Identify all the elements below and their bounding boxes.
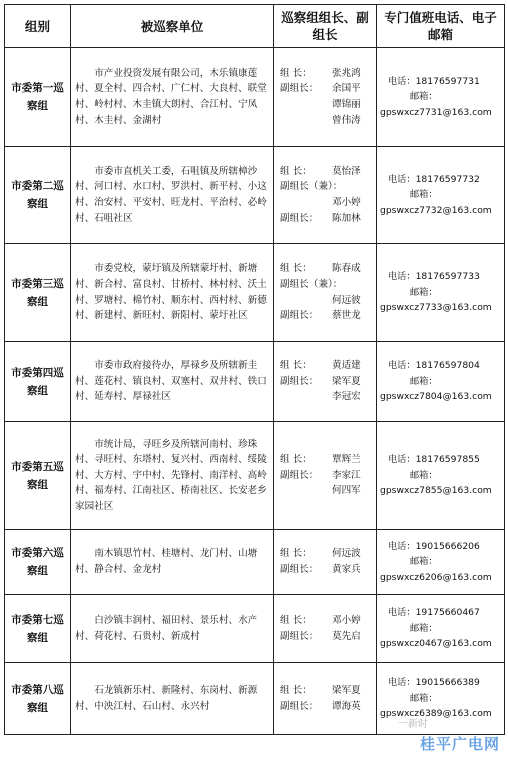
leader-name: 张兆鸿 [332, 67, 361, 79]
table-row [5, 530, 505, 595]
leader-label: 组 长： [280, 360, 312, 372]
email-label: 邮箱： [410, 692, 438, 704]
deputy-names: 李家江 何四军 [332, 469, 361, 497]
phone-label: 电话： [388, 540, 416, 552]
leader-label: 组 长： [280, 165, 312, 177]
contact-cell [377, 342, 505, 422]
phone-number: 18176597733 [415, 271, 480, 283]
deputy-part-name: 邓小婷 [332, 197, 361, 208]
leader-name: 莫怡泽 [332, 165, 361, 177]
leader-label: 组 长： [280, 454, 312, 466]
deputy-names: 黄家兵 [332, 564, 361, 575]
group-name: 市委第一巡察组 [5, 48, 71, 147]
table-row [5, 244, 505, 342]
phone-number: 19175660467 [415, 607, 480, 619]
header-contact: 专门值班电话、电子邮箱 [377, 5, 505, 48]
phone-label: 电话： [388, 677, 416, 689]
email-address: gpswxcz7731@163.com [380, 106, 492, 118]
deputy-label: 副组长： [280, 375, 319, 387]
watermark-logo: 桂平广电网 [419, 735, 500, 753]
header-unit: 被巡察单位 [71, 5, 274, 48]
leader-cell [274, 147, 377, 244]
phone-number: 18176597732 [415, 173, 480, 185]
leader-cell [274, 422, 377, 530]
email-label: 邮箱： [410, 622, 438, 634]
leader-label: 组 长： [280, 263, 312, 275]
email-address: gpswxcz7855@163.com [380, 485, 492, 497]
leader-label: 组 长： [280, 548, 312, 560]
email-label: 邮箱： [410, 286, 438, 298]
leader-cell [274, 342, 377, 422]
leader-label: 组 长： [280, 684, 312, 696]
deputy-names: 莫先启 [332, 630, 361, 642]
table-row [5, 422, 505, 530]
phone-label: 电话： [388, 271, 416, 283]
leader-cell [274, 244, 377, 342]
table-row [5, 663, 505, 735]
group-name: 市委第三巡察组 [5, 244, 71, 342]
phone-label: 电话： [388, 173, 416, 185]
leader-name: 黄适建 [332, 360, 361, 372]
deputy-label: 副组长： [280, 212, 319, 224]
phone-number: 18176597855 [415, 454, 480, 466]
group-name: 市委第七巡察组 [5, 595, 71, 663]
contact-cell [377, 147, 505, 244]
email-address: gpswxcz6389@163.com [380, 708, 492, 720]
table-header-row [5, 5, 505, 48]
contact-cell [377, 530, 505, 595]
inspection-table [4, 4, 505, 735]
email-label: 邮箱： [410, 469, 438, 481]
inspected-units: 市产业投资发展有限公司，木乐镇康莲村、夏全村、四合村、广仁村、大良村、联堂村、岭村村、木圭镇大朗村、合江村、宁凤村、木圭村、金湖村 [71, 48, 274, 147]
deputy-part-label: 副组长（兼）： [280, 181, 343, 193]
leader-name: 覃辉兰 [332, 454, 361, 466]
leader-cell [274, 48, 377, 147]
deputy-names: 余国平 谭锦丽 曾伟涛 [332, 83, 361, 126]
phone-label: 电话： [388, 454, 416, 466]
email-address: gpswxcz7804@163.com [380, 391, 492, 403]
header-group: 组别 [5, 5, 71, 48]
deputy-names: 陈加林 [332, 212, 361, 224]
contact-cell [377, 48, 505, 147]
email-address: gpswxcz7732@163.com [380, 204, 492, 216]
leader-name: 邓小婷 [332, 614, 361, 626]
group-name: 市委第六巡察组 [5, 530, 71, 595]
deputy-names: 谭海英 [332, 700, 361, 712]
leader-cell [274, 530, 377, 595]
inspected-units: 石龙镇新乐村、新隆村、东岗村、新源村、中泱江村、石山村、永兴村 [71, 663, 274, 735]
leader-name: 陈春成 [332, 263, 361, 275]
leader-label: 组 长： [280, 67, 312, 79]
phone-number: 18176597731 [415, 75, 480, 87]
deputy-label: 副组长： [280, 630, 319, 642]
phone-label: 电话： [388, 75, 416, 87]
inspected-units: 白沙镇丰润村、福田村、景乐村、水产村、荷花村、石贵村、新成村 [71, 595, 274, 663]
table-row [5, 595, 505, 663]
deputy-label: 副组长： [280, 310, 319, 322]
deputy-names: 梁军夏 李冠宏 [332, 375, 361, 403]
inspected-units: 市统计局，寻旺乡及所辖河南村、珍珠村、寻旺村、东塔村、复兴村、西南村、绥陵村、大方村、宇中村、先锋村、南洋村、高岭村、福寿村、江南社区、桥南社区、长安老乡家园社区 [71, 422, 274, 530]
leader-name: 梁军夏 [332, 684, 361, 696]
phone-label: 电话： [388, 607, 416, 619]
deputy-label: 副组长： [280, 83, 319, 95]
deputy-label: 副组长： [280, 469, 319, 481]
contact-cell [377, 663, 505, 735]
contact-cell [377, 595, 505, 663]
deputy-label: 副组长： [280, 700, 319, 712]
email-label: 邮箱： [410, 91, 438, 103]
email-label: 邮箱： [410, 375, 438, 387]
table-row [5, 342, 505, 422]
email-address: gpswxcz0467@163.com [380, 638, 492, 650]
watermark-small: 一新时 [398, 719, 428, 730]
contact-cell [377, 422, 505, 530]
email-address: gpswxcz6206@163.com [380, 571, 492, 583]
inspected-units: 市委市直机关工委，石咀镇及所辖樟沙村、河口村、水口村、罗洪村、新平村、小这村、治安村、平安村、旺龙村、平治村、必岭村、石咀社区 [71, 147, 274, 244]
table-row [5, 48, 505, 147]
email-label: 邮箱： [410, 556, 438, 568]
phone-number: 19015666206 [415, 540, 480, 552]
inspected-units: 南木镇思竹村、桂塘村、龙门村、山塘村、静合村、金龙村 [71, 530, 274, 595]
group-name: 市委第四巡察组 [5, 342, 71, 422]
inspected-units: 市委市政府接待办，厚禄乡及所辖新圭村、莲花村、镇良村、双塞村、双井村、铁口村、延寿村、厚禄社区 [71, 342, 274, 422]
contact-cell [377, 244, 505, 342]
leader-name: 何远波 [332, 548, 361, 560]
group-name: 市委第五巡察组 [5, 422, 71, 530]
deputy-label: 副组长： [280, 564, 319, 575]
email-address: gpswxcz7733@163.com [380, 302, 492, 314]
deputy-part-label: 副组长（兼）： [280, 278, 343, 290]
leader-cell [274, 663, 377, 735]
phone-label: 电话： [388, 360, 416, 372]
phone-number: 19015666389 [415, 677, 480, 689]
header-leader: 巡察组组长、副组长 [274, 5, 377, 48]
leader-label: 组 长： [280, 614, 312, 626]
group-name: 市委第二巡察组 [5, 147, 71, 244]
email-label: 邮箱： [410, 189, 438, 201]
deputy-names: 蔡世龙 [332, 310, 361, 322]
table-row [5, 147, 505, 244]
inspected-units: 市委党校，蒙圩镇及所辖蒙圩村、新塘村、新合村、富良村、甘桥村、林村村、沃土村、罗塘村、棉竹村、顺东村、西村村、新德村、新建村、新旺村、新阳村、蒙圩社区 [71, 244, 274, 342]
deputy-part-name: 何远彼 [332, 294, 361, 306]
group-name: 市委第八巡察组 [5, 663, 71, 735]
phone-number: 18176597804 [415, 360, 480, 372]
leader-cell [274, 595, 377, 663]
